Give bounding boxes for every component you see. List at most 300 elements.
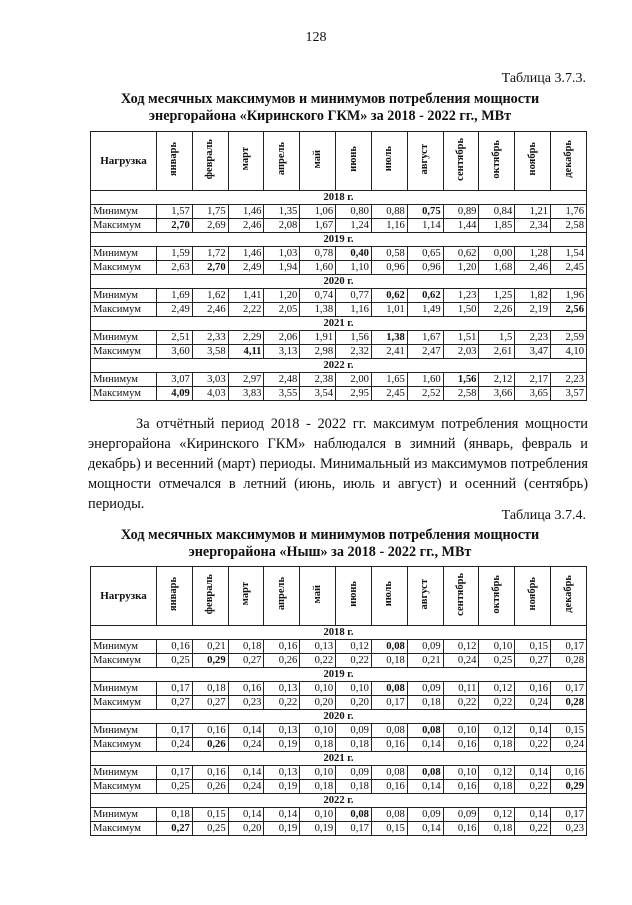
value-cell: 0,15	[371, 822, 407, 836]
month-label: декабрь	[562, 575, 574, 613]
summary-paragraph: За отчётный период 2018 - 2022 гг. максимум потребления мощности энергорайона «Киринского ГКМ» наблюдался в зимний (январь, февраль и декабрь) и весенний (март) периоды. Минимальный из максимумов потребления мощности отмечался в летний (июнь, июль и август) и осенний (сентябрь) периоды.	[88, 416, 588, 512]
value-cell: 2,61	[479, 345, 515, 359]
value-cell: 0,24	[228, 738, 264, 752]
value-cell: 0,08	[407, 724, 443, 738]
value-cell: 0,12	[336, 640, 372, 654]
table1-title-line2: энергорайона «Киринского ГКМ» за 2018 - 2022 гг., МВт	[148, 108, 512, 124]
value-cell: 1,56	[443, 373, 479, 387]
value-cell: 0,17	[336, 822, 372, 836]
value-cell: 0,08	[371, 808, 407, 822]
value-cell: 0,16	[443, 780, 479, 794]
value-cell: 0,26	[192, 780, 228, 794]
value-cell: 0,24	[551, 738, 587, 752]
value-cell: 0,10	[300, 766, 336, 780]
row-label: Максимум	[91, 780, 157, 794]
value-cell: 0,65	[407, 247, 443, 261]
value-cell: 1,68	[479, 261, 515, 275]
month-header	[479, 567, 515, 626]
value-cell: 1,14	[407, 219, 443, 233]
value-cell: 2,58	[443, 387, 479, 401]
value-cell: 0,20	[336, 696, 372, 710]
year-label: 2020 г.	[91, 275, 587, 289]
value-cell: 0,17	[371, 696, 407, 710]
value-cell: 2,32	[336, 345, 372, 359]
value-cell: 4,10	[551, 345, 587, 359]
table2	[90, 566, 587, 836]
month-header	[192, 132, 228, 191]
minimum-row	[91, 373, 587, 387]
value-cell: 0,96	[407, 261, 443, 275]
value-cell: 0,27	[228, 654, 264, 668]
year-row	[91, 626, 587, 640]
value-cell: 1,56	[336, 331, 372, 345]
value-cell: 1,16	[336, 303, 372, 317]
value-cell: 3,47	[515, 345, 551, 359]
value-cell: 0,09	[407, 640, 443, 654]
value-cell: 0,15	[515, 640, 551, 654]
year-row	[91, 794, 587, 808]
month-label: январь	[168, 576, 180, 612]
value-cell: 0,14	[515, 724, 551, 738]
value-cell: 1,49	[407, 303, 443, 317]
value-cell: 0,14	[264, 808, 300, 822]
month-label: июль	[383, 581, 395, 607]
table2-label: Таблица 3.7.4.	[501, 508, 586, 523]
month-header	[300, 132, 336, 191]
row-label: Минимум	[91, 289, 157, 303]
value-cell: 1,59	[157, 247, 193, 261]
value-cell: 0,77	[336, 289, 372, 303]
value-cell: 2,38	[300, 373, 336, 387]
value-cell: 0,22	[443, 696, 479, 710]
value-cell: 0,14	[228, 766, 264, 780]
value-cell: 3,83	[228, 387, 264, 401]
value-cell: 1,20	[443, 261, 479, 275]
month-header	[515, 132, 551, 191]
value-cell: 0,00	[479, 247, 515, 261]
value-cell: 0,22	[515, 822, 551, 836]
minimum-row	[91, 766, 587, 780]
value-cell: 1,20	[264, 289, 300, 303]
row-label: Максимум	[91, 261, 157, 275]
value-cell: 3,60	[157, 345, 193, 359]
month-header	[407, 567, 443, 626]
year-row	[91, 752, 587, 766]
value-cell: 0,27	[157, 696, 193, 710]
value-cell: 0,10	[443, 724, 479, 738]
header-load: Нагрузка	[91, 132, 157, 191]
value-cell: 0,10	[443, 766, 479, 780]
row-label: Минимум	[91, 808, 157, 822]
value-cell: 2,08	[264, 219, 300, 233]
value-cell: 1,57	[157, 205, 193, 219]
value-cell: 1,23	[443, 289, 479, 303]
month-header	[300, 567, 336, 626]
value-cell: 2,98	[300, 345, 336, 359]
value-cell: 0,13	[264, 766, 300, 780]
value-cell: 3,66	[479, 387, 515, 401]
value-cell: 1,50	[443, 303, 479, 317]
maximum-row	[91, 822, 587, 836]
value-cell: 0,80	[336, 205, 372, 219]
value-cell: 0,13	[300, 640, 336, 654]
value-cell: 0,09	[336, 724, 372, 738]
value-cell: 0,12	[479, 682, 515, 696]
value-cell: 0,23	[551, 822, 587, 836]
header-row	[91, 567, 587, 626]
row-label: Максимум	[91, 696, 157, 710]
month-label: июнь	[347, 146, 359, 172]
value-cell: 0,16	[192, 766, 228, 780]
value-cell: 0,78	[300, 247, 336, 261]
value-cell: 0,27	[192, 696, 228, 710]
value-cell: 0,09	[407, 682, 443, 696]
value-cell: 0,25	[479, 654, 515, 668]
value-cell: 1,44	[443, 219, 479, 233]
minimum-row	[91, 247, 587, 261]
value-cell: 0,62	[443, 247, 479, 261]
value-cell: 2,49	[157, 303, 193, 317]
value-cell: 1,25	[479, 289, 515, 303]
value-cell: 0,17	[157, 724, 193, 738]
value-cell: 0,12	[479, 724, 515, 738]
value-cell: 3,57	[551, 387, 587, 401]
value-cell: 0,25	[157, 780, 193, 794]
value-cell: 1,01	[371, 303, 407, 317]
value-cell: 0,19	[300, 822, 336, 836]
value-cell: 1,75	[192, 205, 228, 219]
month-header	[192, 567, 228, 626]
value-cell: 0,16	[551, 766, 587, 780]
value-cell: 0,15	[551, 724, 587, 738]
value-cell: 1,03	[264, 247, 300, 261]
year-label: 2022 г.	[91, 794, 587, 808]
value-cell: 0,10	[479, 640, 515, 654]
value-cell: 2,12	[479, 373, 515, 387]
value-cell: 0,14	[407, 822, 443, 836]
value-cell: 1,38	[371, 331, 407, 345]
month-label: январь	[168, 141, 180, 177]
value-cell: 0,22	[264, 696, 300, 710]
value-cell: 0,16	[371, 780, 407, 794]
value-cell: 0,28	[551, 696, 587, 710]
value-cell: 2,03	[443, 345, 479, 359]
value-cell: 2,05	[264, 303, 300, 317]
row-label: Максимум	[91, 738, 157, 752]
value-cell: 1,5	[479, 331, 515, 345]
value-cell: 0,17	[157, 766, 193, 780]
value-cell: 0,22	[336, 654, 372, 668]
value-cell: 1,06	[300, 205, 336, 219]
value-cell: 0,24	[443, 654, 479, 668]
value-cell: 1,41	[228, 289, 264, 303]
month-header	[443, 132, 479, 191]
value-cell: 0,08	[371, 766, 407, 780]
month-label: май	[311, 149, 323, 169]
row-label: Максимум	[91, 387, 157, 401]
value-cell: 3,65	[515, 387, 551, 401]
year-label: 2019 г.	[91, 668, 587, 682]
month-header	[515, 567, 551, 626]
maximum-row	[91, 219, 587, 233]
value-cell: 1,51	[443, 331, 479, 345]
month-label: ноябрь	[526, 142, 538, 176]
value-cell: 0,19	[264, 780, 300, 794]
month-label: сентябрь	[455, 137, 467, 181]
value-cell: 0,18	[228, 640, 264, 654]
month-header	[336, 567, 372, 626]
month-header	[407, 132, 443, 191]
value-cell: 0,12	[479, 808, 515, 822]
row-label: Минимум	[91, 682, 157, 696]
row-label: Минимум	[91, 331, 157, 345]
value-cell: 0,18	[479, 822, 515, 836]
value-cell: 0,14	[407, 738, 443, 752]
value-cell: 1,72	[192, 247, 228, 261]
value-cell: 2,06	[264, 331, 300, 345]
year-row	[91, 317, 587, 331]
value-cell: 2,97	[228, 373, 264, 387]
month-header	[371, 567, 407, 626]
value-cell: 1,16	[371, 219, 407, 233]
table1-label: Таблица 3.7.3.	[501, 71, 586, 86]
value-cell: 0,16	[157, 640, 193, 654]
value-cell: 2,70	[192, 261, 228, 275]
value-cell: 0,18	[300, 738, 336, 752]
value-cell: 2,45	[371, 387, 407, 401]
value-cell: 0,26	[264, 654, 300, 668]
value-cell: 1,62	[192, 289, 228, 303]
year-row	[91, 233, 587, 247]
value-cell: 0,75	[407, 205, 443, 219]
value-cell: 1,21	[515, 205, 551, 219]
year-label: 2021 г.	[91, 317, 587, 331]
minimum-row	[91, 808, 587, 822]
maximum-row	[91, 345, 587, 359]
value-cell: 0,27	[157, 822, 193, 836]
value-cell: 2,70	[157, 219, 193, 233]
value-cell: 0,18	[479, 780, 515, 794]
year-row	[91, 359, 587, 373]
value-cell: 0,08	[371, 682, 407, 696]
row-label: Минимум	[91, 766, 157, 780]
row-label: Минимум	[91, 247, 157, 261]
value-cell: 0,09	[443, 808, 479, 822]
value-cell: 2,41	[371, 345, 407, 359]
table1-title	[60, 91, 600, 125]
value-cell: 1,10	[336, 261, 372, 275]
value-cell: 2,23	[551, 373, 587, 387]
value-cell: 3,58	[192, 345, 228, 359]
value-cell: 0,10	[300, 724, 336, 738]
value-cell: 0,17	[551, 808, 587, 822]
row-label: Минимум	[91, 640, 157, 654]
value-cell: 0,18	[407, 696, 443, 710]
value-cell: 1,54	[551, 247, 587, 261]
value-cell: 0,14	[407, 780, 443, 794]
value-cell: 1,67	[300, 219, 336, 233]
table2-title-line1: Ход месячных максимумов и минимумов потребления мощности	[120, 527, 540, 543]
month-header	[371, 132, 407, 191]
month-label: август	[419, 578, 431, 610]
month-label: апрель	[275, 142, 287, 176]
value-cell: 0,22	[479, 696, 515, 710]
value-cell: 0,62	[371, 289, 407, 303]
value-cell: 0,19	[264, 738, 300, 752]
value-cell: 0,40	[336, 247, 372, 261]
value-cell: 0,18	[336, 738, 372, 752]
maximum-row	[91, 654, 587, 668]
month-label: май	[311, 584, 323, 604]
value-cell: 0,29	[192, 654, 228, 668]
month-header	[264, 567, 300, 626]
month-header	[264, 132, 300, 191]
value-cell: 1,46	[228, 247, 264, 261]
month-header	[479, 132, 515, 191]
value-cell: 2,26	[479, 303, 515, 317]
value-cell: 0,12	[443, 640, 479, 654]
minimum-row	[91, 724, 587, 738]
value-cell: 1,28	[515, 247, 551, 261]
value-cell: 0,14	[515, 766, 551, 780]
value-cell: 2,46	[192, 303, 228, 317]
value-cell: 0,16	[443, 822, 479, 836]
row-label: Минимум	[91, 205, 157, 219]
value-cell: 0,21	[192, 640, 228, 654]
value-cell: 0,09	[336, 766, 372, 780]
month-label: апрель	[275, 577, 287, 611]
value-cell: 0,17	[157, 682, 193, 696]
month-header	[336, 132, 372, 191]
value-cell: 2,19	[515, 303, 551, 317]
month-label: август	[419, 143, 431, 175]
value-cell: 0,29	[551, 780, 587, 794]
month-label: март	[240, 147, 252, 171]
year-row	[91, 191, 587, 205]
value-cell: 0,13	[264, 682, 300, 696]
value-cell: 3,07	[157, 373, 193, 387]
value-cell: 2,45	[551, 261, 587, 275]
minimum-row	[91, 682, 587, 696]
month-header	[551, 132, 587, 191]
value-cell: 3,13	[264, 345, 300, 359]
value-cell: 0,18	[300, 780, 336, 794]
month-label: июль	[383, 146, 395, 172]
value-cell: 0,88	[371, 205, 407, 219]
value-cell: 0,16	[192, 724, 228, 738]
value-cell: 0,58	[371, 247, 407, 261]
maximum-row	[91, 738, 587, 752]
value-cell: 0,18	[479, 738, 515, 752]
value-cell: 0,12	[479, 766, 515, 780]
value-cell: 0,25	[157, 654, 193, 668]
value-cell: 3,03	[192, 373, 228, 387]
year-label: 2021 г.	[91, 752, 587, 766]
value-cell: 0,26	[192, 738, 228, 752]
value-cell: 2,46	[515, 261, 551, 275]
value-cell: 0,08	[371, 640, 407, 654]
value-cell: 0,16	[228, 682, 264, 696]
year-label: 2020 г.	[91, 710, 587, 724]
value-cell: 2,63	[157, 261, 193, 275]
value-cell: 0,24	[228, 780, 264, 794]
value-cell: 0,11	[443, 682, 479, 696]
month-label: март	[240, 582, 252, 606]
value-cell: 2,17	[515, 373, 551, 387]
value-cell: 0,20	[228, 822, 264, 836]
value-cell: 2,29	[228, 331, 264, 345]
value-cell: 0,74	[300, 289, 336, 303]
row-label: Максимум	[91, 345, 157, 359]
month-label: сентябрь	[455, 572, 467, 616]
year-row	[91, 275, 587, 289]
value-cell: 0,16	[371, 738, 407, 752]
value-cell: 0,20	[300, 696, 336, 710]
value-cell: 0,10	[300, 808, 336, 822]
value-cell: 0,21	[407, 654, 443, 668]
value-cell: 0,09	[407, 808, 443, 822]
value-cell: 0,14	[228, 724, 264, 738]
minimum-row	[91, 331, 587, 345]
value-cell: 0,14	[228, 808, 264, 822]
value-cell: 2,59	[551, 331, 587, 345]
value-cell: 0,15	[192, 808, 228, 822]
value-cell: 0,17	[551, 682, 587, 696]
value-cell: 0,96	[371, 261, 407, 275]
month-label: июнь	[347, 581, 359, 607]
value-cell: 1,96	[551, 289, 587, 303]
value-cell: 1,82	[515, 289, 551, 303]
maximum-row	[91, 261, 587, 275]
value-cell: 2,95	[336, 387, 372, 401]
value-cell: 0,28	[551, 654, 587, 668]
minimum-row	[91, 289, 587, 303]
value-cell: 2,23	[515, 331, 551, 345]
value-cell: 0,84	[479, 205, 515, 219]
value-cell: 0,16	[264, 640, 300, 654]
value-cell: 0,18	[192, 682, 228, 696]
value-cell: 2,48	[264, 373, 300, 387]
value-cell: 1,24	[336, 219, 372, 233]
value-cell: 3,55	[264, 387, 300, 401]
value-cell: 0,89	[443, 205, 479, 219]
minimum-row	[91, 640, 587, 654]
month-header	[228, 132, 264, 191]
value-cell: 1,65	[371, 373, 407, 387]
year-label: 2018 г.	[91, 626, 587, 640]
value-cell: 1,91	[300, 331, 336, 345]
year-row	[91, 710, 587, 724]
value-cell: 2,52	[407, 387, 443, 401]
value-cell: 3,54	[300, 387, 336, 401]
value-cell: 0,18	[371, 654, 407, 668]
value-cell: 1,76	[551, 205, 587, 219]
month-label: октябрь	[490, 574, 502, 614]
value-cell: 0,19	[264, 822, 300, 836]
month-label: ноябрь	[526, 577, 538, 611]
value-cell: 2,22	[228, 303, 264, 317]
month-header	[551, 567, 587, 626]
value-cell: 0,62	[407, 289, 443, 303]
year-label: 2019 г.	[91, 233, 587, 247]
value-cell: 0,17	[551, 640, 587, 654]
row-label: Минимум	[91, 724, 157, 738]
month-header	[443, 567, 479, 626]
table2-title-line2: энергорайона «Ныш» за 2018 - 2022 гг., МВт	[188, 544, 472, 560]
value-cell: 0,16	[443, 738, 479, 752]
value-cell: 1,67	[407, 331, 443, 345]
header-load: Нагрузка	[91, 567, 157, 626]
